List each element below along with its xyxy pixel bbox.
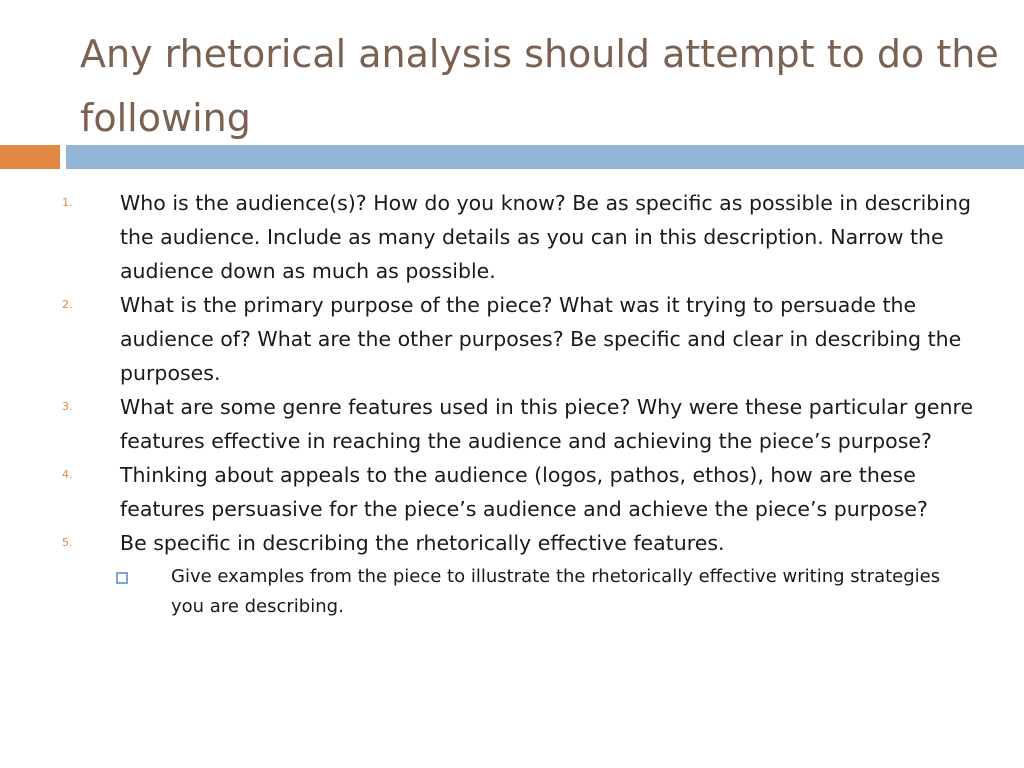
list-item-text: What are some genre features used in this piece? Why were these particular genre features effective in reaching the audience and achieving the piece’s purpose? xyxy=(120,395,974,453)
list-number: 1. xyxy=(62,196,73,209)
square-bullet-icon xyxy=(116,572,128,584)
list-number: 2. xyxy=(62,298,73,311)
list-item xyxy=(0,186,986,288)
list-item-text: Who is the audience(s)? How do you know? Be as specific as possible in describing the audience. Include as many details as you can in this description. Narrow the audience down as much as possible. xyxy=(120,191,972,283)
list-item xyxy=(0,458,986,526)
list-number: 5. xyxy=(62,536,73,549)
sub-list-item xyxy=(0,562,961,622)
list-item-text: What is the primary purpose of the piece? What was it trying to persuade the audience of? What are the other purposes? Be specific and clear in describing the purposes. xyxy=(120,293,962,385)
list-item-text: Be specific in describing the rhetorically effective features. xyxy=(120,531,725,555)
sub-list-item-text: Give examples from the piece to illustrate the rhetorically effective writing strategies you are describing. xyxy=(171,566,941,617)
accent-bar-orange xyxy=(0,145,60,169)
list-number: 4. xyxy=(62,468,73,481)
list-item-text: Thinking about appeals to the audience (logos, pathos, ethos), how are these features persuasive for the piece’s audience and achieve the piece’s purpose? xyxy=(120,463,928,521)
list-item xyxy=(0,390,986,458)
list-item xyxy=(0,288,986,390)
list-item xyxy=(0,526,986,560)
slide-content xyxy=(0,186,1024,622)
list-number: 3. xyxy=(62,400,73,413)
accent-bar-blue xyxy=(66,145,1024,169)
slide-title: Any rhetorical analysis should attempt to do the following xyxy=(80,32,999,140)
